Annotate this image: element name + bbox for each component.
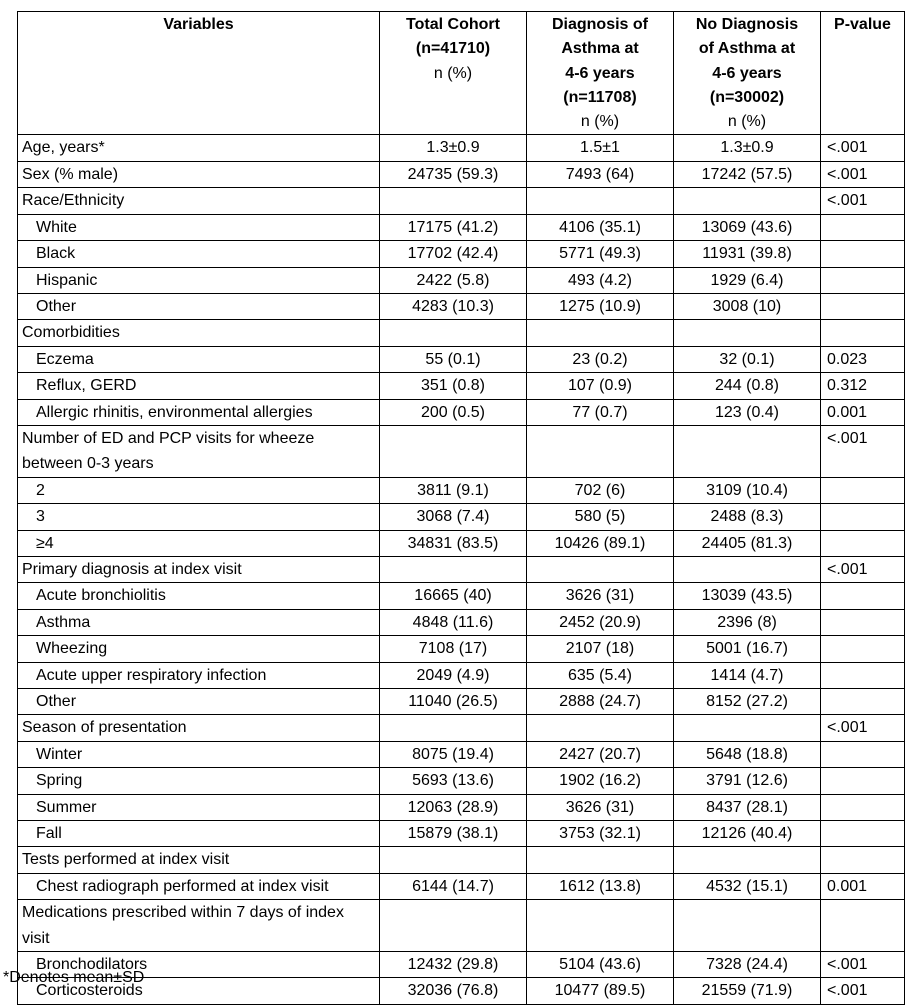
row-label: Summer xyxy=(18,794,380,820)
cell-total-cohort: 34831 (83.5) xyxy=(380,530,527,556)
cell-diagnosis: 1612 (13.8) xyxy=(527,873,674,899)
table-row xyxy=(18,847,905,873)
cell-p-value xyxy=(821,794,905,820)
cell-diagnosis xyxy=(527,320,674,346)
table-row xyxy=(18,741,905,767)
table-row xyxy=(18,477,905,503)
row-label: Eczema xyxy=(18,346,380,372)
cell-total-cohort: 17702 (42.4) xyxy=(380,241,527,267)
cell-total-cohort xyxy=(380,188,527,214)
header-dx-line-4: (n=11708) xyxy=(563,88,637,106)
cell-diagnosis: 3626 (31) xyxy=(527,583,674,609)
header-total-line-1: Total Cohort xyxy=(406,16,500,33)
row-label: Winter xyxy=(18,741,380,767)
table-row xyxy=(18,821,905,847)
cell-p-value xyxy=(821,477,905,503)
cell-p-value: 0.001 xyxy=(821,399,905,425)
row-label: Other xyxy=(18,293,380,319)
cell-total-cohort xyxy=(380,556,527,582)
cell-no-diagnosis: 3008 (10) xyxy=(674,293,821,319)
header-dx-line-3: 4-6 years xyxy=(565,64,635,82)
row-label: Hispanic xyxy=(18,267,380,293)
table-row xyxy=(18,399,905,425)
cell-total-cohort: 2049 (4.9) xyxy=(380,662,527,688)
row-label: Allergic rhinitis, environmental allergies xyxy=(18,399,380,425)
cell-no-diagnosis: 5001 (16.7) xyxy=(674,636,821,662)
cell-no-diagnosis: 1929 (6.4) xyxy=(674,267,821,293)
table-row xyxy=(18,135,905,161)
table-row xyxy=(18,267,905,293)
row-label: Spring xyxy=(18,768,380,794)
header-nodx-line-2: of Asthma at xyxy=(698,40,796,58)
row-label: 2 xyxy=(18,477,380,503)
header-nodx-line-3: 4-6 years xyxy=(712,64,782,82)
cell-diagnosis xyxy=(527,900,674,952)
table-row xyxy=(18,636,905,662)
header-dx-line-1: Diagnosis of xyxy=(551,16,648,33)
table-row xyxy=(18,900,905,952)
cell-diagnosis xyxy=(527,425,674,477)
cell-no-diagnosis: 2396 (8) xyxy=(674,609,821,635)
cell-p-value: <.001 xyxy=(821,135,905,161)
row-label: Black xyxy=(18,241,380,267)
cell-p-value: 0.001 xyxy=(821,873,905,899)
cell-no-diagnosis: 2488 (8.3) xyxy=(674,504,821,530)
cell-no-diagnosis: 32 (0.1) xyxy=(674,346,821,372)
cell-p-value xyxy=(821,320,905,346)
cell-total-cohort: 3068 (7.4) xyxy=(380,504,527,530)
cell-total-cohort: 4283 (10.3) xyxy=(380,293,527,319)
row-label: Acute bronchiolitis xyxy=(18,583,380,609)
header-total-cohort xyxy=(380,12,527,135)
cell-no-diagnosis: 21559 (71.9) xyxy=(674,978,821,1004)
cell-no-diagnosis: 123 (0.4) xyxy=(674,399,821,425)
cell-diagnosis: 10477 (89.5) xyxy=(527,978,674,1004)
cell-p-value xyxy=(821,530,905,556)
cell-diagnosis: 1902 (16.2) xyxy=(527,768,674,794)
header-row xyxy=(18,12,905,135)
table-row xyxy=(18,662,905,688)
cell-total-cohort: 32036 (76.8) xyxy=(380,978,527,1004)
row-label: Medications prescribed within 7 days of index visit xyxy=(18,900,380,952)
table-row xyxy=(18,609,905,635)
cell-no-diagnosis: 13039 (43.5) xyxy=(674,583,821,609)
row-label: Number of ED and PCP visits for wheeze between 0-3 years xyxy=(18,425,380,477)
cell-total-cohort: 351 (0.8) xyxy=(380,373,527,399)
table-row xyxy=(18,504,905,530)
cell-no-diagnosis: 7328 (24.4) xyxy=(674,952,821,978)
cell-diagnosis xyxy=(527,715,674,741)
cell-diagnosis: 635 (5.4) xyxy=(527,662,674,688)
cell-p-value: <.001 xyxy=(821,556,905,582)
cell-no-diagnosis: 17242 (57.5) xyxy=(674,161,821,187)
row-label: Acute upper respiratory infection xyxy=(18,662,380,688)
cell-total-cohort: 55 (0.1) xyxy=(380,346,527,372)
cell-no-diagnosis: 1414 (4.7) xyxy=(674,662,821,688)
cell-no-diagnosis xyxy=(674,556,821,582)
cell-total-cohort: 3811 (9.1) xyxy=(380,477,527,503)
header-variables: Variables xyxy=(18,12,380,135)
cell-diagnosis: 702 (6) xyxy=(527,477,674,503)
header-nodx-line-1: No Diagnosis xyxy=(695,16,799,33)
cell-no-diagnosis: 13069 (43.6) xyxy=(674,214,821,240)
cell-total-cohort: 12432 (29.8) xyxy=(380,952,527,978)
cell-total-cohort: 17175 (41.2) xyxy=(380,214,527,240)
cell-no-diagnosis: 3109 (10.4) xyxy=(674,477,821,503)
cell-p-value xyxy=(821,900,905,952)
cell-no-diagnosis: 12126 (40.4) xyxy=(674,821,821,847)
cell-diagnosis: 2888 (24.7) xyxy=(527,689,674,715)
cell-total-cohort: 5693 (13.6) xyxy=(380,768,527,794)
row-label: Corticosteroids xyxy=(18,978,380,1004)
table-row xyxy=(18,241,905,267)
cell-diagnosis: 1275 (10.9) xyxy=(527,293,674,319)
cell-p-value xyxy=(821,293,905,319)
table-row xyxy=(18,425,905,477)
cell-diagnosis: 493 (4.2) xyxy=(527,267,674,293)
table-row xyxy=(18,293,905,319)
table-row xyxy=(18,873,905,899)
header-p-value: P-value xyxy=(821,12,905,135)
cell-diagnosis xyxy=(527,556,674,582)
table-row xyxy=(18,556,905,582)
table-row xyxy=(18,530,905,556)
header-dx-line-2: Asthma at xyxy=(561,40,639,58)
cell-no-diagnosis xyxy=(674,847,821,873)
cell-diagnosis xyxy=(527,188,674,214)
cell-diagnosis: 5771 (49.3) xyxy=(527,241,674,267)
cell-p-value: <.001 xyxy=(821,978,905,1004)
header-diagnosis xyxy=(527,12,674,135)
cell-total-cohort xyxy=(380,900,527,952)
cell-diagnosis: 7493 (64) xyxy=(527,161,674,187)
cell-total-cohort: 12063 (28.9) xyxy=(380,794,527,820)
cell-diagnosis: 1.5±1 xyxy=(527,135,674,161)
cell-total-cohort: 16665 (40) xyxy=(380,583,527,609)
cell-total-cohort xyxy=(380,847,527,873)
cell-no-diagnosis: 11931 (39.8) xyxy=(674,241,821,267)
cell-total-cohort xyxy=(380,425,527,477)
cell-p-value xyxy=(821,662,905,688)
row-label: Asthma xyxy=(18,609,380,635)
header-nodx-line-5: n (%) xyxy=(727,113,767,131)
table-row xyxy=(18,715,905,741)
header-total-line-2: (n=41710) xyxy=(415,40,491,58)
cell-diagnosis: 2427 (20.7) xyxy=(527,741,674,767)
cell-total-cohort xyxy=(380,715,527,741)
cell-diagnosis: 580 (5) xyxy=(527,504,674,530)
row-label: Fall xyxy=(18,821,380,847)
row-label: Wheezing xyxy=(18,636,380,662)
table-row xyxy=(18,952,905,978)
cell-p-value xyxy=(821,241,905,267)
row-label: ≥4 xyxy=(18,530,380,556)
header-dx-line-5: n (%) xyxy=(580,113,620,131)
cell-no-diagnosis: 24405 (81.3) xyxy=(674,530,821,556)
cell-no-diagnosis: 5648 (18.8) xyxy=(674,741,821,767)
footnote: *Denotes mean±SD xyxy=(3,969,145,986)
cohort-characteristics-table xyxy=(17,11,905,1005)
cell-no-diagnosis: 244 (0.8) xyxy=(674,373,821,399)
cell-total-cohort: 15879 (38.1) xyxy=(380,821,527,847)
cell-total-cohort: 11040 (26.5) xyxy=(380,689,527,715)
cell-total-cohort: 8075 (19.4) xyxy=(380,741,527,767)
cell-total-cohort: 1.3±0.9 xyxy=(380,135,527,161)
table-row xyxy=(18,689,905,715)
cell-p-value: <.001 xyxy=(821,161,905,187)
row-label: 3 xyxy=(18,504,380,530)
row-label: Bronchodilators xyxy=(18,952,380,978)
cell-p-value xyxy=(821,741,905,767)
header-nodx-line-4: (n=30002) xyxy=(709,88,785,106)
cell-no-diagnosis: 1.3±0.9 xyxy=(674,135,821,161)
cell-total-cohort: 200 (0.5) xyxy=(380,399,527,425)
cell-no-diagnosis xyxy=(674,425,821,477)
row-label: Comorbidities xyxy=(18,320,380,346)
cell-diagnosis: 2107 (18) xyxy=(527,636,674,662)
cell-total-cohort: 2422 (5.8) xyxy=(380,267,527,293)
cell-total-cohort: 4848 (11.6) xyxy=(380,609,527,635)
table-row xyxy=(18,794,905,820)
table-row xyxy=(18,320,905,346)
cell-no-diagnosis: 8152 (27.2) xyxy=(674,689,821,715)
cell-p-value: <.001 xyxy=(821,715,905,741)
cell-total-cohort: 7108 (17) xyxy=(380,636,527,662)
cell-no-diagnosis: 3791 (12.6) xyxy=(674,768,821,794)
row-label: Age, years* xyxy=(18,135,380,161)
cell-p-value xyxy=(821,821,905,847)
cell-diagnosis: 2452 (20.9) xyxy=(527,609,674,635)
cell-diagnosis xyxy=(527,847,674,873)
table-row xyxy=(18,161,905,187)
table-row xyxy=(18,583,905,609)
cell-p-value: <.001 xyxy=(821,952,905,978)
cell-total-cohort: 24735 (59.3) xyxy=(380,161,527,187)
row-label: Primary diagnosis at index visit xyxy=(18,556,380,582)
cell-diagnosis: 5104 (43.6) xyxy=(527,952,674,978)
cell-diagnosis: 3753 (32.1) xyxy=(527,821,674,847)
cell-p-value xyxy=(821,504,905,530)
cell-diagnosis: 4106 (35.1) xyxy=(527,214,674,240)
row-label: Race/Ethnicity xyxy=(18,188,380,214)
cell-no-diagnosis xyxy=(674,715,821,741)
row-label: Reflux, GERD xyxy=(18,373,380,399)
row-label: Season of presentation xyxy=(18,715,380,741)
cell-no-diagnosis xyxy=(674,900,821,952)
table-row xyxy=(18,214,905,240)
row-label: Sex (% male) xyxy=(18,161,380,187)
cell-diagnosis: 23 (0.2) xyxy=(527,346,674,372)
cell-diagnosis: 3626 (31) xyxy=(527,794,674,820)
table-row xyxy=(18,346,905,372)
cell-p-value xyxy=(821,583,905,609)
cell-p-value xyxy=(821,214,905,240)
cell-total-cohort: 6144 (14.7) xyxy=(380,873,527,899)
table-row xyxy=(18,188,905,214)
row-label: White xyxy=(18,214,380,240)
cell-p-value: <.001 xyxy=(821,425,905,477)
cell-diagnosis: 77 (0.7) xyxy=(527,399,674,425)
cell-p-value: 0.023 xyxy=(821,346,905,372)
cell-p-value xyxy=(821,768,905,794)
header-total-line-3: n (%) xyxy=(433,64,473,82)
cell-p-value xyxy=(821,689,905,715)
cell-no-diagnosis xyxy=(674,188,821,214)
row-label: Chest radiograph performed at index visit xyxy=(18,873,380,899)
cell-p-value xyxy=(821,847,905,873)
table-row xyxy=(18,768,905,794)
cell-total-cohort xyxy=(380,320,527,346)
cell-p-value: <.001 xyxy=(821,188,905,214)
row-label: Tests performed at index visit xyxy=(18,847,380,873)
table-row xyxy=(18,373,905,399)
cell-no-diagnosis: 4532 (15.1) xyxy=(674,873,821,899)
cell-diagnosis: 107 (0.9) xyxy=(527,373,674,399)
cell-diagnosis: 10426 (89.1) xyxy=(527,530,674,556)
cell-p-value xyxy=(821,267,905,293)
table-row xyxy=(18,978,905,1004)
table-body xyxy=(18,135,905,1004)
row-label: Other xyxy=(18,689,380,715)
cell-no-diagnosis xyxy=(674,320,821,346)
cell-p-value xyxy=(821,609,905,635)
cell-p-value xyxy=(821,636,905,662)
cell-no-diagnosis: 8437 (28.1) xyxy=(674,794,821,820)
header-no-diagnosis xyxy=(674,12,821,135)
cell-p-value: 0.312 xyxy=(821,373,905,399)
